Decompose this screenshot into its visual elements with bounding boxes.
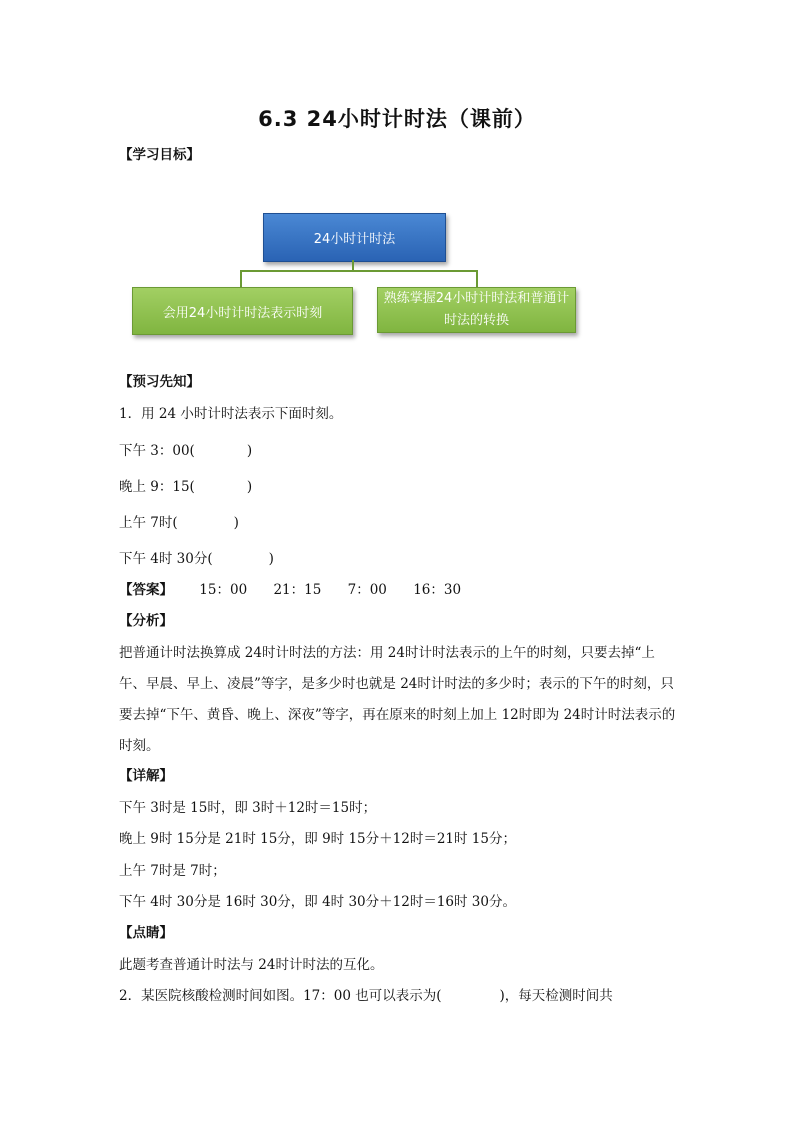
diagram-child-node: 熟练掌握24小时计时法和普通计时法的转换	[377, 287, 576, 333]
diagram-connector	[240, 270, 478, 272]
detail-line: 下午 3时是 15时，即 3时＋12时＝15时；	[119, 800, 377, 816]
section-analysis: 【分析】	[119, 613, 173, 629]
answer-value: 15：00	[199, 582, 248, 598]
detail-line: 下午 4时 30分是 16时 30分，即 4时 30分＋12时＝16时 30分。	[119, 894, 516, 910]
close-paren: )	[246, 443, 253, 459]
question-2-text: )，每天检测时间共	[499, 988, 613, 1004]
answer-value: 16：30	[413, 582, 462, 598]
section-tip: 【点睛】	[119, 925, 173, 941]
section-answer: 【答案】	[119, 582, 173, 598]
section-preview: 【预习先知】	[119, 374, 200, 390]
item-text: 下午 4时 30分(	[119, 551, 213, 567]
section-objectives: 【学习目标】	[119, 147, 200, 163]
item-text: 晚上 9：15(	[119, 479, 195, 495]
answer-value: 7：00	[347, 582, 387, 598]
analysis-text: 把普通计时法换算成 24时计时法的方法：用 24时计时法表示的上午的时刻，只要去掉“上午、早晨、早上、凌晨”等字，是多少时也就是 24时计时法的多少时；表示的下午的时刻，只要去掉“下午、黄昏、晚上、深夜”等字，再在原来的时刻上加上 12时即为 24时计时法表示的时刻。	[119, 645, 676, 754]
page-title: 6.3 24小时计时法（课前）	[258, 107, 536, 131]
answer-value: 21：15	[273, 582, 322, 598]
tip-text: 此题考查普通计时法与 24时计时法的互化。	[119, 957, 384, 973]
diagram-root-node: 24小时计时法	[263, 213, 446, 262]
detail-line: 上午 7时是 7时；	[119, 863, 226, 879]
diagram-connector	[240, 270, 242, 287]
question-2-text: 2．某医院核酸检测时间如图。17：00 也可以表示为(	[119, 988, 442, 1004]
item-text: 上午 7时(	[119, 515, 178, 531]
close-paren: )	[268, 551, 274, 567]
item-text: 下午 3：00(	[119, 443, 195, 459]
detail-line: 晚上 9时 15分是 21时 15分，即 9时 15分＋12时＝21时 15分；	[119, 831, 516, 847]
question-1-item	[119, 441, 252, 461]
question-1-prompt: 1．用 24 小时计时法表示下面时刻。	[119, 406, 343, 422]
question-1-item	[119, 477, 252, 497]
question-2	[119, 986, 613, 1006]
section-detail: 【详解】	[119, 768, 173, 784]
answer-line	[119, 580, 483, 600]
diagram-child-node: 会用24小时计时法表示时刻	[132, 287, 353, 335]
close-paren: )	[233, 515, 239, 531]
question-1-item	[119, 513, 239, 533]
question-1-item	[119, 549, 274, 569]
diagram-connector	[476, 270, 478, 287]
close-paren: )	[246, 479, 253, 495]
